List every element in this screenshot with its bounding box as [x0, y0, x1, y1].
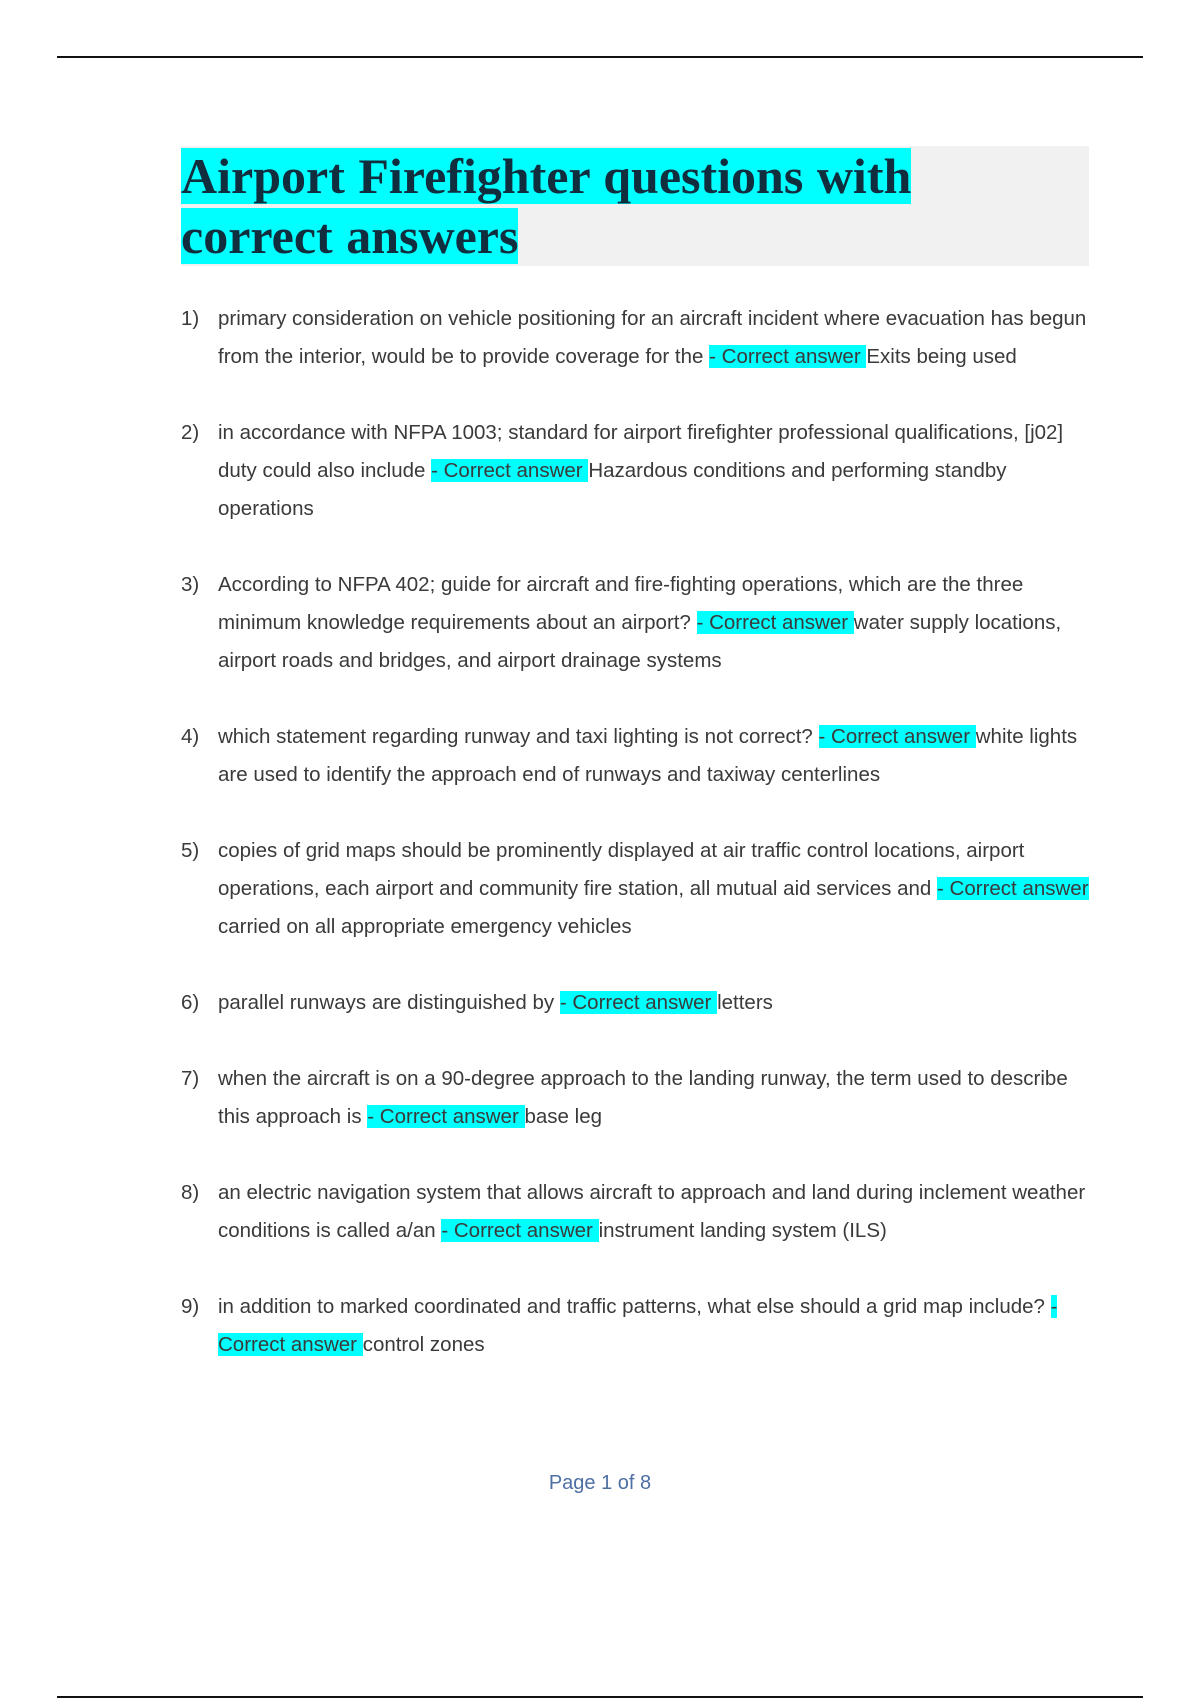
question-item [181, 718, 1091, 794]
question-number: 5) [181, 839, 200, 862]
question-number: 9) [181, 1295, 200, 1318]
correct-answer-label: - Correct answer [559, 991, 718, 1014]
question-number: 3) [181, 573, 200, 596]
title-block [181, 146, 1089, 266]
question-number: 2) [181, 421, 200, 444]
question-item [181, 1060, 1091, 1136]
question-text: which statement regarding runway and taxi lighting is not correct? [218, 725, 819, 748]
answer-text: control zones [362, 1333, 485, 1356]
answer-text: carried on all appropriate emergency vehicles [218, 915, 632, 938]
correct-answer-label: - Correct answer [937, 877, 1089, 900]
page-indicator: Page 1 of 8 [548, 1472, 652, 1494]
question-item [181, 832, 1091, 946]
correct-answer-label: - Correct answer [431, 459, 589, 482]
correct-answer-label: - Correct answer [367, 1105, 525, 1128]
question-text: when the aircraft is on a 90-degree approach to the landing runway, the term used to describe this approach is [218, 1067, 1068, 1128]
answer-text: white lights are used to identify the approach end of runways and taxiway centerlines [218, 725, 1078, 786]
question-item [181, 984, 1091, 1022]
question-text: copies of grid maps should be prominently displayed at air traffic control locations, airport operations, each airport and community fire station, all mutual aid services and [218, 839, 1025, 900]
question-item [181, 566, 1091, 680]
correct-answer-label: - Correct answer [709, 345, 867, 368]
question-number: 8) [181, 1181, 200, 1204]
answer-text: Exits being used [866, 345, 1017, 368]
correct-answer-label: - Correct answer [441, 1219, 599, 1242]
correct-answer-label: - Correct answer [818, 725, 976, 748]
question-text: parallel runways are distinguished by [218, 991, 560, 1014]
footer-rule [57, 1696, 1143, 1698]
question-number: 1) [181, 307, 200, 330]
question-item [181, 1174, 1091, 1250]
answer-text: letters [717, 991, 773, 1014]
question-number: 4) [181, 725, 200, 748]
title-line-2: correct answers [181, 208, 519, 264]
document-title [181, 146, 1089, 266]
question-number: 6) [181, 991, 200, 1014]
question-text: in accordance with NFPA 1003; standard for airport firefighter professional qualifications, [j02] duty could also include [218, 421, 1064, 482]
answer-text: instrument landing system (ILS) [598, 1219, 887, 1242]
question-text: According to NFPA 402; guide for aircraft and fire-fighting operations, which are the three minimum knowledge requirements about an airport? [218, 573, 1024, 634]
answer-text: Hazardous conditions and performing standby operations [218, 459, 1007, 520]
correct-answer-label: - Correct answer [696, 611, 854, 634]
question-item [181, 414, 1091, 528]
question-item [181, 1288, 1091, 1364]
question-list [181, 300, 1091, 1402]
question-text: in addition to marked coordinated and traffic patterns, what else should a grid map include? [218, 1295, 1051, 1318]
answer-text: water supply locations, airport roads and bridges, and airport drainage systems [218, 611, 1062, 672]
question-item [181, 300, 1091, 376]
title-line-1: Airport Firefighter questions with [181, 148, 912, 204]
question-number: 7) [181, 1067, 200, 1090]
question-text: primary consideration on vehicle positioning for an aircraft incident where evacuation has begun from the interior, would be to provide coverage for the [218, 307, 1087, 368]
header-rule [57, 56, 1143, 58]
correct-answer-label: - Correct answer [218, 1295, 1058, 1356]
question-text: an electric navigation system that allows aircraft to approach and land during inclement weather conditions is called a/an [218, 1181, 1086, 1242]
answer-text: base leg [524, 1105, 603, 1128]
